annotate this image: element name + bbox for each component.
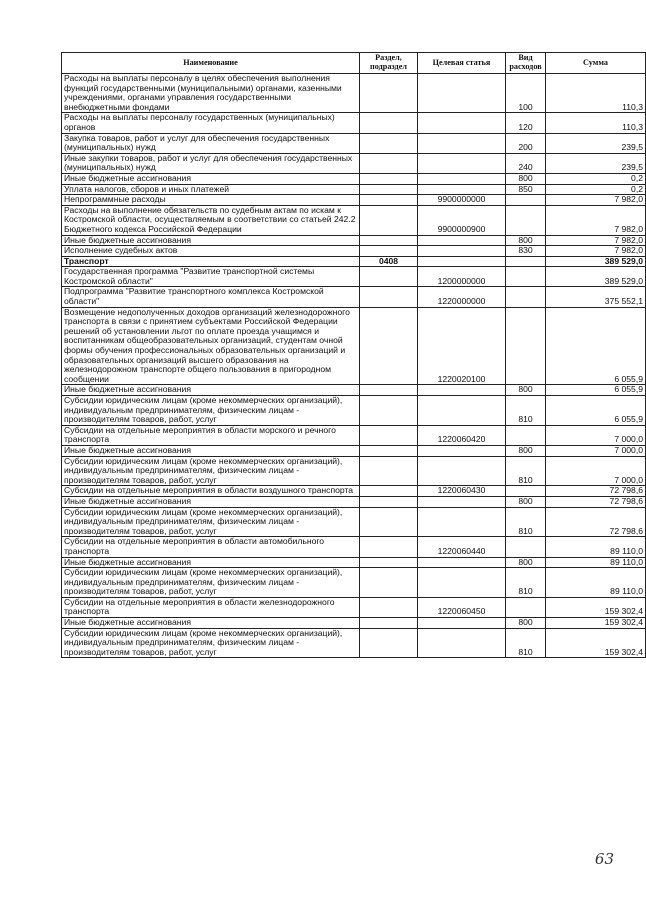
name-cell: Закупка товаров, работ и услуг для обеспечения государственных (муниципальных) нужд [62,133,360,153]
name-cell: Иные бюджетные ассигнования [62,557,360,568]
table-row [62,568,646,598]
table-row [62,385,646,396]
name-cell: Иные бюджетные ассигнования [62,235,360,246]
header-name: Наименование [62,53,360,74]
expense-type-cell [506,205,546,235]
target-cell: 1220000000 [418,287,506,307]
section-cell [360,153,418,173]
sum-cell: 0,2 [546,173,646,184]
name-cell: Иные бюджетные ассигнования [62,445,360,456]
name-cell: Уплата налогов, сборов и иных платежей [62,184,360,195]
section-cell [360,456,418,486]
target-cell [418,628,506,658]
name-cell: Подпрограмма "Развитие транспортного комплекса Костромской области" [62,287,360,307]
name-cell: Субсидии юридическим лицам (кроме некоммерческих организаций), индивидуальным предпринимателям, физическим лицам - производителям товаров, работ, услуг [62,568,360,598]
sum-cell: 239,5 [546,153,646,173]
table-row [62,235,646,246]
target-cell [418,74,506,113]
page-number: 63 [594,850,614,868]
sum-cell: 6 055,9 [546,396,646,426]
name-cell: Расходы на выполнение обязательств по судебным актам по искам к Костромской области, осуществляемым в соответствии со статьей 242.2 Бюджетного кодекса Российской Федерации [62,205,360,235]
target-cell [418,456,506,486]
section-cell [360,618,418,629]
expense-type-cell: 810 [506,396,546,426]
header-section: Раздел, подраздел [360,53,418,74]
sum-cell: 389 529,0 [546,267,646,287]
table-row [62,153,646,173]
target-cell [418,557,506,568]
section-cell [360,184,418,195]
section-cell [360,246,418,257]
section-cell [360,568,418,598]
table-row [62,597,646,617]
section-cell [360,267,418,287]
target-cell [418,184,506,195]
section-cell [360,425,418,445]
expense-type-cell: 200 [506,133,546,153]
sum-cell: 375 552,1 [546,287,646,307]
target-cell: 1200000000 [418,267,506,287]
table-row [62,557,646,568]
sum-cell: 89 110,0 [546,568,646,598]
table-row [62,256,646,267]
expense-type-cell [506,425,546,445]
target-cell [418,396,506,426]
table-row [62,246,646,257]
section-cell [360,287,418,307]
table-header-row [62,53,646,74]
target-cell: 1220060450 [418,597,506,617]
name-cell: Расходы на выплаты персоналу в целях обеспечения выполнения функций государственными (муниципальными) органами, казенными учреждениями, органами управления государственными внебюджетными фондами [62,74,360,113]
name-cell: Субсидии на отдельные мероприятия в области автомобильного транспорта [62,537,360,557]
header-sum: Сумма [546,53,646,74]
sum-cell: 6 055,9 [546,385,646,396]
section-cell [360,537,418,557]
expense-type-cell [506,267,546,287]
sum-cell: 72 798,6 [546,496,646,507]
target-cell [418,385,506,396]
table-row [62,74,646,113]
expense-type-cell [506,195,546,206]
expense-type-cell: 850 [506,184,546,195]
sum-cell: 72 798,6 [546,486,646,497]
name-cell: Субсидии на отдельные мероприятия в области воздушного транспорта [62,486,360,497]
table-row [62,507,646,537]
expense-type-cell: 120 [506,113,546,133]
target-cell: 1220020100 [418,307,506,385]
expense-type-cell: 800 [506,445,546,456]
target-cell [418,133,506,153]
section-cell: 0408 [360,256,418,267]
sum-cell: 89 110,0 [546,537,646,557]
section-cell [360,74,418,113]
table-row [62,287,646,307]
target-cell [418,445,506,456]
section-cell [360,205,418,235]
expense-type-cell [506,307,546,385]
expense-type-cell: 240 [506,153,546,173]
table-row [62,628,646,658]
section-cell [360,133,418,153]
name-cell: Возмещение недополученных доходов организаций железнодорожного транспорта в связи с принятием субъектами Российской Федерации решений об установлении льгот по оплате проезда учащимся и воспитанникам общеобразовательных организаций, студентам очной формы обучения профессиональных образовательных организаций и образовательных организаций высшего образования на железнодорожном транспорте общего пользования в пригородном сообщении [62,307,360,385]
expense-type-cell [506,597,546,617]
expense-type-cell [506,537,546,557]
section-cell [360,173,418,184]
sum-cell: 72 798,6 [546,507,646,537]
name-cell: Субсидии юридическим лицам (кроме некоммерческих организаций), индивидуальным предпринимателям, физическим лицам - производителям товаров, работ, услуг [62,628,360,658]
expense-type-cell: 810 [506,628,546,658]
name-cell: Транспорт [62,256,360,267]
expense-type-cell: 800 [506,618,546,629]
expense-type-cell: 810 [506,568,546,598]
sum-cell: 7 000,0 [546,425,646,445]
section-cell [360,113,418,133]
budget-table [61,52,646,658]
section-cell [360,496,418,507]
name-cell: Иные бюджетные ассигнования [62,385,360,396]
header-target: Целевая статья [418,53,506,74]
sum-cell: 239,5 [546,133,646,153]
section-cell [360,396,418,426]
table-row [62,445,646,456]
target-cell [418,113,506,133]
table-row [62,396,646,426]
table-row [62,267,646,287]
table-row [62,184,646,195]
target-cell [418,153,506,173]
name-cell: Субсидии юридическим лицам (кроме некоммерческих организаций), индивидуальным предпринимателям, физическим лицам - производителям товаров, работ, услуг [62,396,360,426]
name-cell: Иные закупки товаров, работ и услуг для обеспечения государственных (муниципальных) нужд [62,153,360,173]
name-cell: Субсидии на отдельные мероприятия в области морского и речного транспорта [62,425,360,445]
target-cell [418,568,506,598]
expense-type-cell: 830 [506,246,546,257]
name-cell: Иные бюджетные ассигнования [62,496,360,507]
target-cell: 9900000000 [418,195,506,206]
target-cell [418,173,506,184]
sum-cell: 7 982,0 [546,205,646,235]
table-row [62,173,646,184]
sum-cell: 89 110,0 [546,557,646,568]
section-cell [360,557,418,568]
table-row [62,456,646,486]
table-row [62,205,646,235]
table-body [62,74,646,658]
target-cell [418,507,506,537]
table-row [62,307,646,385]
section-cell [360,486,418,497]
expense-type-cell: 800 [506,235,546,246]
table-row [62,133,646,153]
expense-type-cell [506,486,546,497]
section-cell [360,235,418,246]
section-cell [360,507,418,537]
target-cell: 1220060440 [418,537,506,557]
expense-type-cell: 100 [506,74,546,113]
section-cell [360,307,418,385]
section-cell [360,597,418,617]
expense-type-cell [506,256,546,267]
name-cell: Иные бюджетные ассигнования [62,173,360,184]
table-row [62,486,646,497]
target-cell: 1220060420 [418,425,506,445]
sum-cell: 159 302,4 [546,597,646,617]
sum-cell: 110,3 [546,113,646,133]
target-cell: 1220060430 [418,486,506,497]
header-expense-type: Вид расходов [506,53,546,74]
name-cell: Государственная программа "Развитие транспортной системы Костромской области" [62,267,360,287]
target-cell [418,235,506,246]
name-cell: Непрограммные расходы [62,195,360,206]
target-cell [418,496,506,507]
table-row [62,537,646,557]
sum-cell: 7 982,0 [546,246,646,257]
table-row [62,618,646,629]
sum-cell: 159 302,4 [546,618,646,629]
expense-type-cell: 810 [506,507,546,537]
table-row [62,496,646,507]
section-cell [360,628,418,658]
section-cell [360,385,418,396]
section-cell [360,195,418,206]
section-cell [360,445,418,456]
expense-type-cell: 800 [506,173,546,184]
name-cell: Субсидии юридическим лицам (кроме некоммерческих организаций), индивидуальным предпринимателям, физическим лицам - производителям товаров, работ, услуг [62,507,360,537]
table-row [62,113,646,133]
name-cell: Расходы на выплаты персоналу государственных (муниципальных) органов [62,113,360,133]
expense-type-cell: 800 [506,496,546,507]
sum-cell: 7 000,0 [546,445,646,456]
expense-type-cell [506,287,546,307]
target-cell [418,618,506,629]
expense-type-cell: 810 [506,456,546,486]
table-row [62,425,646,445]
sum-cell: 110,3 [546,74,646,113]
sum-cell: 7 982,0 [546,195,646,206]
sum-cell: 7 000,0 [546,456,646,486]
sum-cell: 6 055,9 [546,307,646,385]
sum-cell: 7 982,0 [546,235,646,246]
name-cell: Субсидии на отдельные мероприятия в области железнодорожного транспорта [62,597,360,617]
table-row [62,195,646,206]
sum-cell: 159 302,4 [546,628,646,658]
target-cell [418,246,506,257]
sum-cell: 389 529,0 [546,256,646,267]
target-cell: 9900000900 [418,205,506,235]
name-cell: Исполнение судебных актов [62,246,360,257]
name-cell: Иные бюджетные ассигнования [62,618,360,629]
sum-cell: 0,2 [546,184,646,195]
name-cell: Субсидии юридическим лицам (кроме некоммерческих организаций), индивидуальным предпринимателям, физическим лицам - производителям товаров, работ, услуг [62,456,360,486]
expense-type-cell: 800 [506,557,546,568]
expense-type-cell: 800 [506,385,546,396]
target-cell [418,256,506,267]
